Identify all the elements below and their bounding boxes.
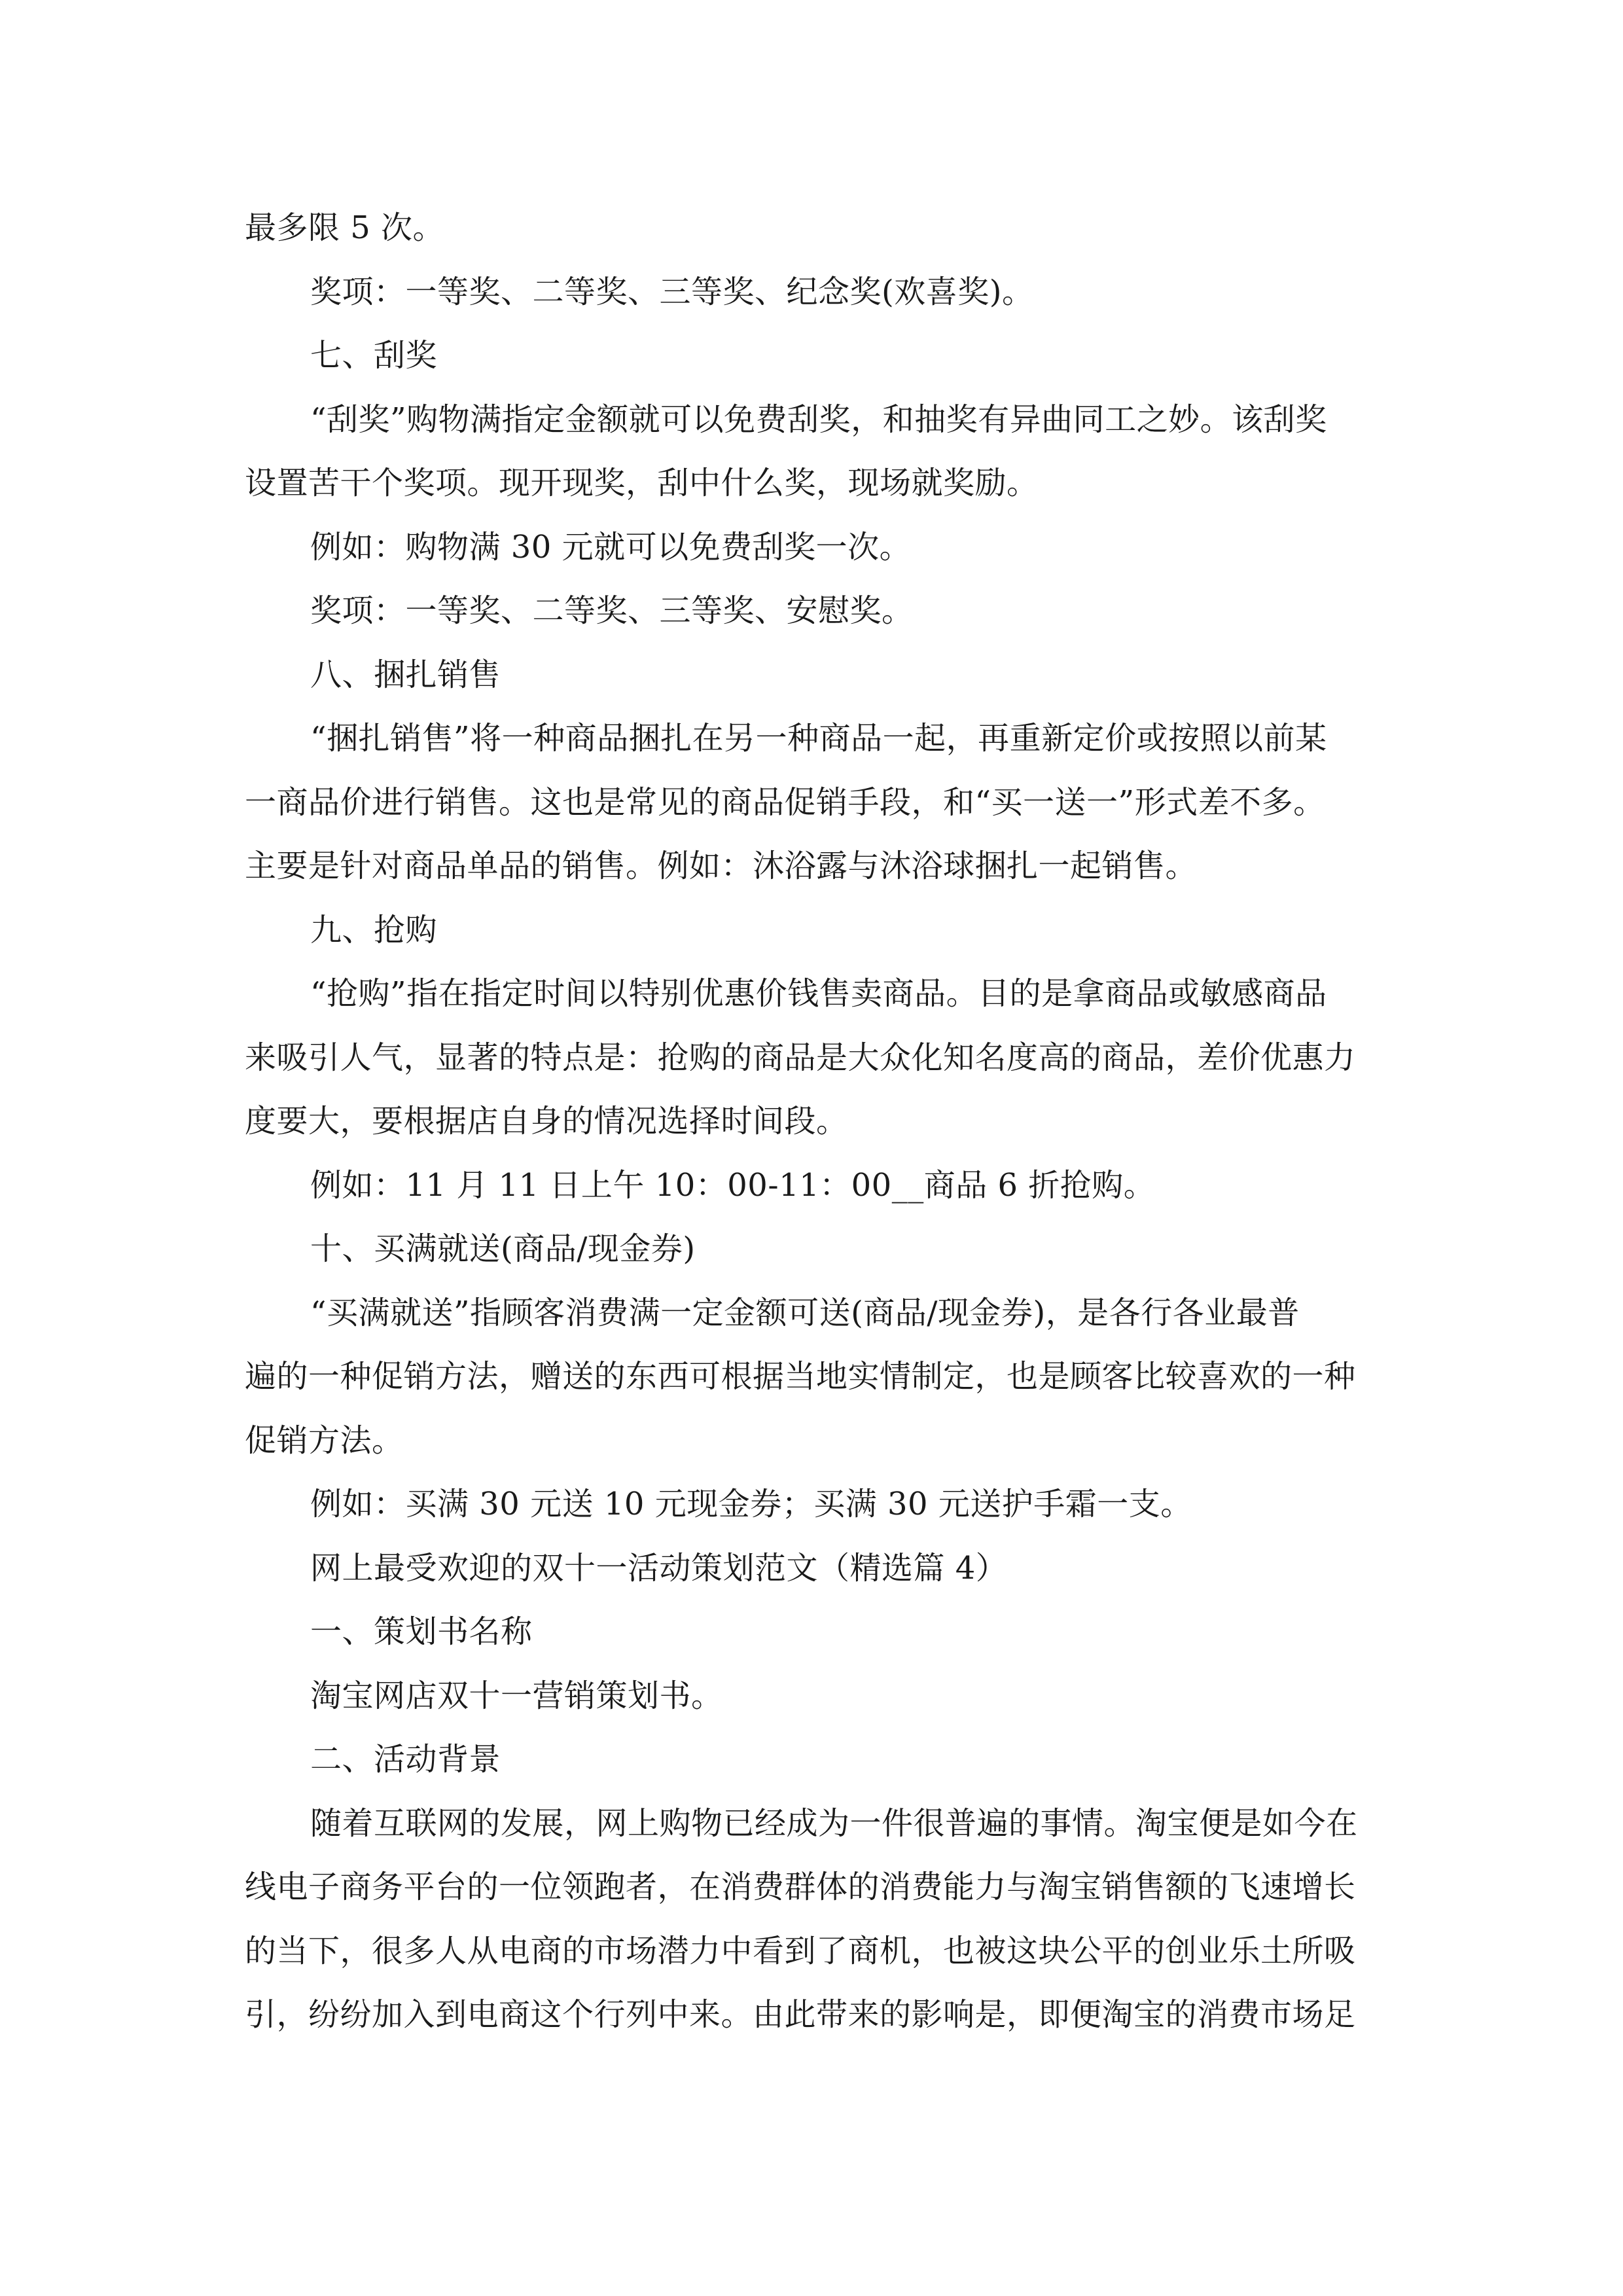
text-line: “买满就送”指顾客消费满一定金额可送(商品/现金券)，是各行各业最普 — [310, 1294, 1300, 1331]
text-line: 来吸引人气，显著的特点是：抢购的商品是大众化知名度高的商品，差价优惠力 — [245, 1039, 1356, 1076]
section-heading: 九、抢购 — [310, 911, 438, 948]
text-line: 遍的一种促销方法，赠送的东西可根据当地实情制定，也是顾客比较喜欢的一种 — [245, 1358, 1356, 1395]
section-heading: 十、买满就送(商品/现金券) — [310, 1230, 696, 1267]
section-heading: 一、策划书名称 — [310, 1613, 533, 1650]
section-heading: 八、捆扎销售 — [310, 656, 501, 693]
text-line: “刮奖”购物满指定金额就可以免费刮奖，和抽奖有异曲同工之妙。该刮奖 — [310, 401, 1327, 438]
text-line: 奖项：一等奖、二等奖、三等奖、纪念奖(欢喜奖)。 — [310, 273, 1034, 310]
text-line: 的当下，很多人从电商的市场潜力中看到了商机，也被这块公平的创业乐土所吸 — [245, 1932, 1356, 1969]
text-line: 淘宝网店双十一营销策划书。 — [310, 1677, 723, 1714]
article-title: 网上最受欢迎的双十一活动策划范文（精选篇 4） — [310, 1549, 1008, 1587]
text-line: 例如：买满 30 元送 10 元现金券；买满 30 元送护手霜一支。 — [310, 1486, 1192, 1522]
text-line: 奖项：一等奖、二等奖、三等奖、安慰奖。 — [310, 592, 914, 629]
text-line: 例如：11 月 11 日上午 10：00-11：00__商品 6 折抢购。 — [310, 1166, 1156, 1204]
text-line: 例如：购物满 30 元就可以免费刮奖一次。 — [310, 528, 912, 565]
text-line: 最多限 5 次。 — [245, 209, 445, 246]
section-heading: 二、活动背景 — [310, 1741, 501, 1778]
text-line: 设置苦干个奖项。现开现奖，刮中什么奖，现场就奖励。 — [245, 465, 1039, 501]
text-line: 引，纷纷加入到电商这个行列中来。由此带来的影响是，即便淘宝的消费市场足 — [245, 1996, 1356, 2033]
text-line: 一商品价进行销售。这也是常见的商品促销手段，和“买一送一”形式差不多。 — [245, 783, 1325, 821]
text-line: 线电子商务平台的一位领跑者，在消费群体的消费能力与淘宝销售额的飞速增长 — [245, 1869, 1356, 1905]
text-line: 主要是针对商品单品的销售。例如：沐浴露与沐浴球捆扎一起销售。 — [245, 848, 1198, 884]
text-line: “捆扎销售”将一种商品捆扎在另一种商品一起，再重新定价或按照以前某 — [310, 720, 1327, 757]
text-line: 促销方法。 — [245, 1422, 404, 1459]
document-body — [245, 196, 1397, 2047]
section-heading: 七、刮奖 — [310, 337, 438, 374]
text-line: 度要大，要根据店自身的情况选择时间段。 — [245, 1103, 848, 1139]
text-line: 随着互联网的发展，网上购物已经成为一件很普遍的事情。淘宝便是如今在 — [310, 1804, 1358, 1842]
text-line: “抢购”指在指定时间以特别优惠价钱售卖商品。目的是拿商品或敏感商品 — [310, 975, 1327, 1012]
